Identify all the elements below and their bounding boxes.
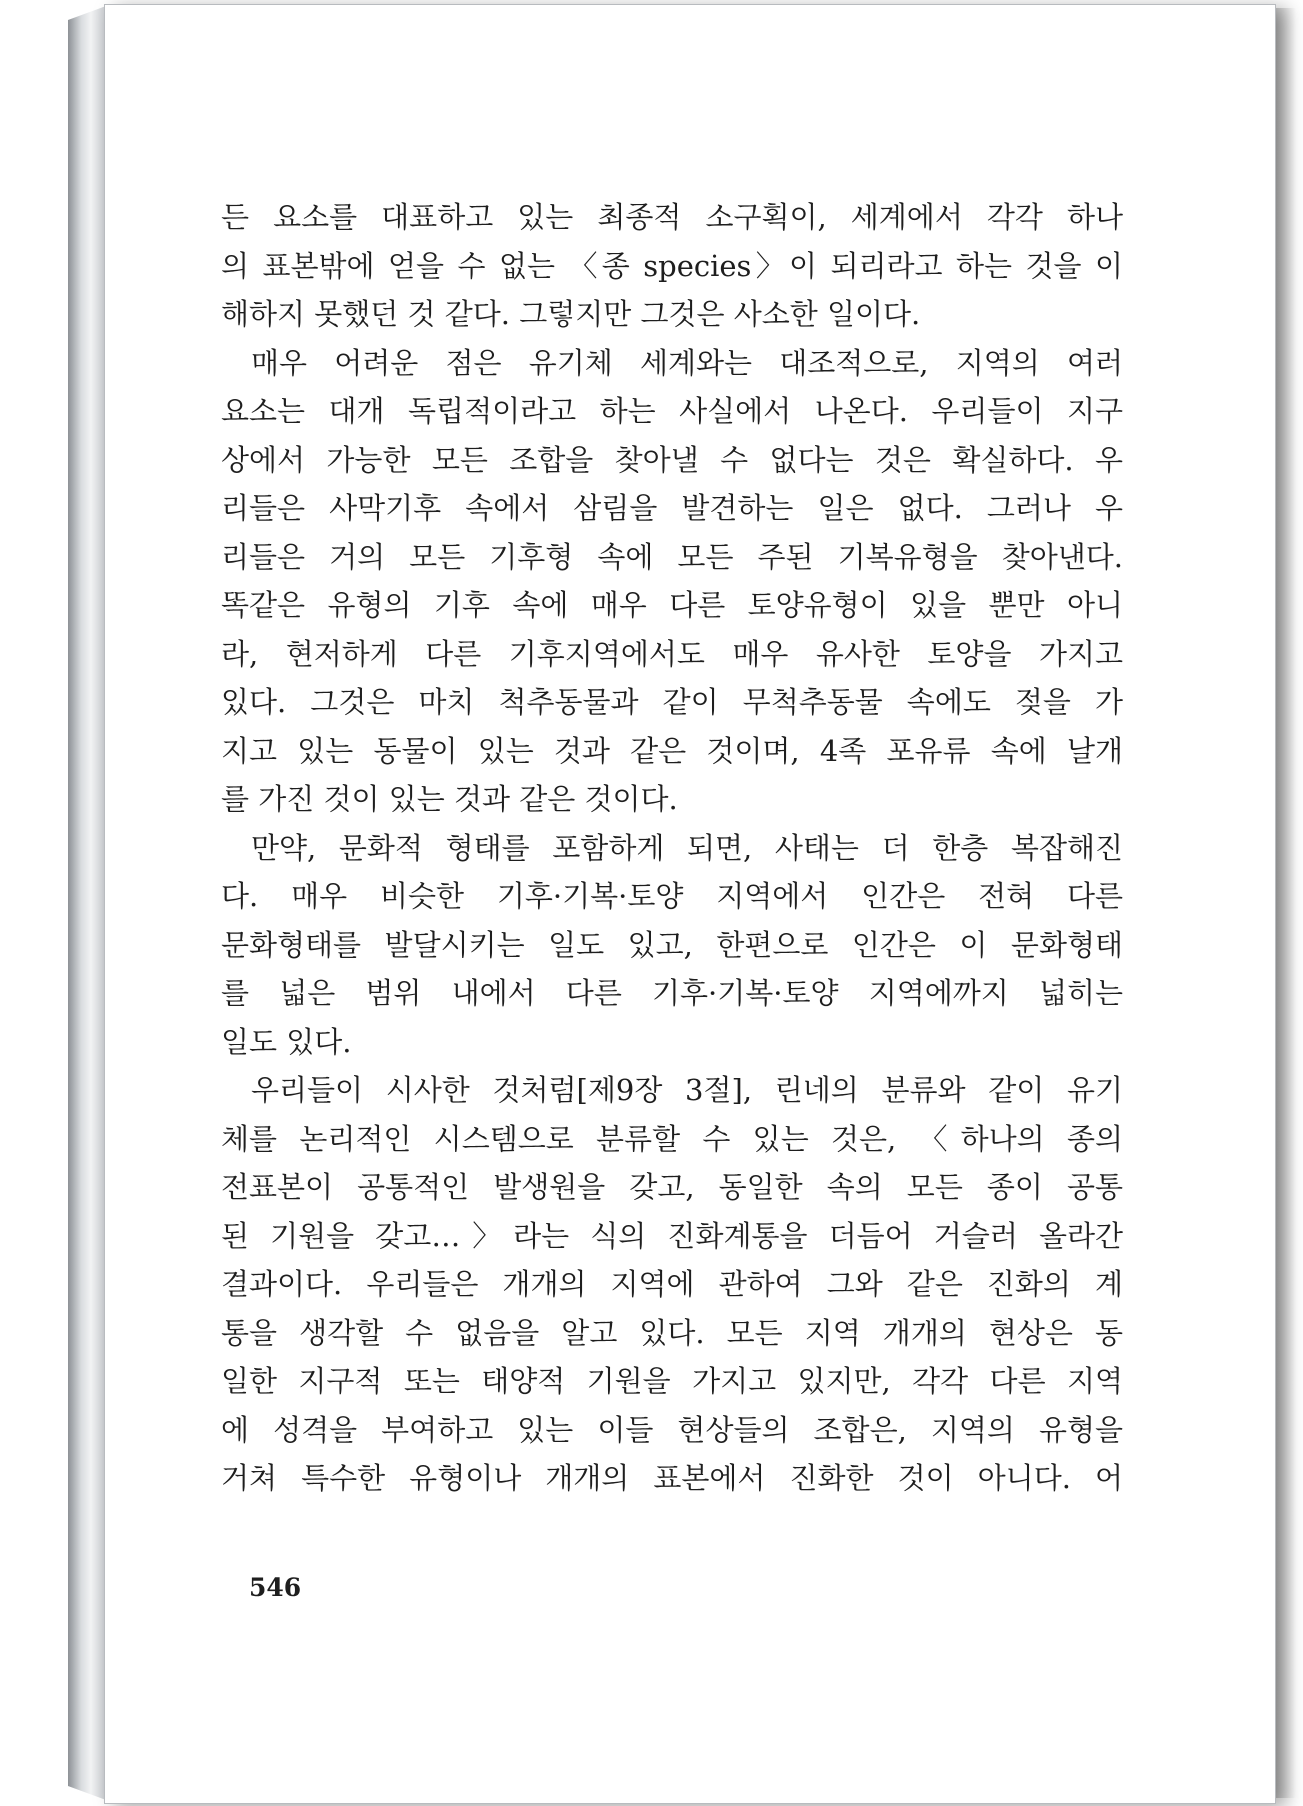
text-line: 통을 생각할 수 없음을 알고 있다. 모든 지역 개개의 현상은 동 — [221, 1315, 1123, 1350]
text-line: 리들은 사막기후 속에서 삼림을 발견하는 일은 없다. 그러나 우 — [221, 491, 1123, 525]
text-line: 요소는 대개 독립적이라고 하는 사실에서 나온다. 우리들이 지구 — [221, 394, 1123, 428]
paragraph — [221, 193, 1123, 339]
text-line: 지고 있는 동물이 있는 것과 같은 것이며, 4족 포유류 속에 날개 — [221, 733, 1123, 768]
text-line: 리들은 거의 모든 기후형 속에 모든 주된 기복유형을 찾아낸다. — [221, 539, 1123, 574]
text-line: 거쳐 특수한 유형이나 개개의 표본에서 진화한 것이 아니다. 어 — [221, 1461, 1123, 1495]
paragraph — [221, 1066, 1123, 1503]
text-line: 우리들이 시사한 것처럼[제9장 3절], 린네의 분류와 같이 유기 — [251, 1073, 1123, 1107]
text-line: 매우 어려운 점은 유기체 세계와는 대조적으로, 지역의 여러 — [251, 345, 1123, 380]
text-line: 다. 매우 비슷한 기후·기복·토양 지역에서 인간은 전혀 다른 — [221, 879, 1123, 913]
text-line: 를 넓은 범위 내에서 다른 기후·기복·토양 지역에까지 넓히는 — [221, 976, 1123, 1010]
page-text-body — [221, 193, 1123, 1503]
text-line: 를 가진 것이 있는 것과 같은 것이다. — [221, 782, 678, 816]
text-line: 똑같은 유형의 기후 속에 매우 다른 토양유형이 있을 뿐만 아니 — [221, 588, 1123, 622]
text-line: 된 기원을 갖고…〉라는 식의 진화계통을 더듬어 거슬러 올라간 — [221, 1218, 1123, 1253]
text-line: 일한 지구적 또는 태양적 기원을 가지고 있지만, 각각 다른 지역 — [221, 1364, 1123, 1398]
paragraph — [221, 824, 1123, 1067]
text-line: 일도 있다. — [221, 1024, 352, 1059]
book-page — [104, 4, 1276, 1804]
text-line: 전표본이 공통적인 발생원을 갖고, 동일한 속의 모든 종이 공통 — [221, 1170, 1123, 1204]
page-shadow — [1274, 8, 1296, 1798]
text-line: 문화형태를 발달시키는 일도 있고, 한편으로 인간은 이 문화형태 — [221, 927, 1123, 962]
text-line: 있다. 그것은 마치 척추동물과 같이 무척추동물 속에도 젖을 가 — [221, 685, 1123, 719]
text-line: 상에서 가능한 모든 조합을 찾아낼 수 없다는 것은 확실하다. 우 — [221, 442, 1123, 477]
page-number: 546 — [249, 1573, 302, 1602]
text-line: 만약, 문화적 형태를 포함하게 되면, 사태는 더 한층 복잡해진 — [251, 830, 1123, 865]
text-line: 결과이다. 우리들은 개개의 지역에 관하여 그와 같은 진화의 계 — [221, 1267, 1123, 1301]
text-line: 체를 논리적인 시스템으로 분류할 수 있는 것은, 〈하나의 종의 — [221, 1121, 1123, 1156]
paragraph — [221, 339, 1123, 824]
text-line: 든 요소를 대표하고 있는 최종적 소구획이, 세계에서 각각 하나 — [221, 200, 1123, 234]
book-spine — [68, 6, 106, 1800]
text-line: 에 성격을 부여하고 있는 이들 현상들의 조합은, 지역의 유형을 — [221, 1412, 1123, 1447]
text-line: 해하지 못했던 것 같다. 그렇지만 그것은 사소한 일이다. — [221, 297, 921, 331]
text-line: 의 표본밖에 얻을 수 없는 〈종 species〉이 되리라고 하는 것을 이 — [221, 248, 1123, 283]
text-line: 라, 현저하게 다른 기후지역에서도 매우 유사한 토양을 가지고 — [221, 636, 1123, 671]
